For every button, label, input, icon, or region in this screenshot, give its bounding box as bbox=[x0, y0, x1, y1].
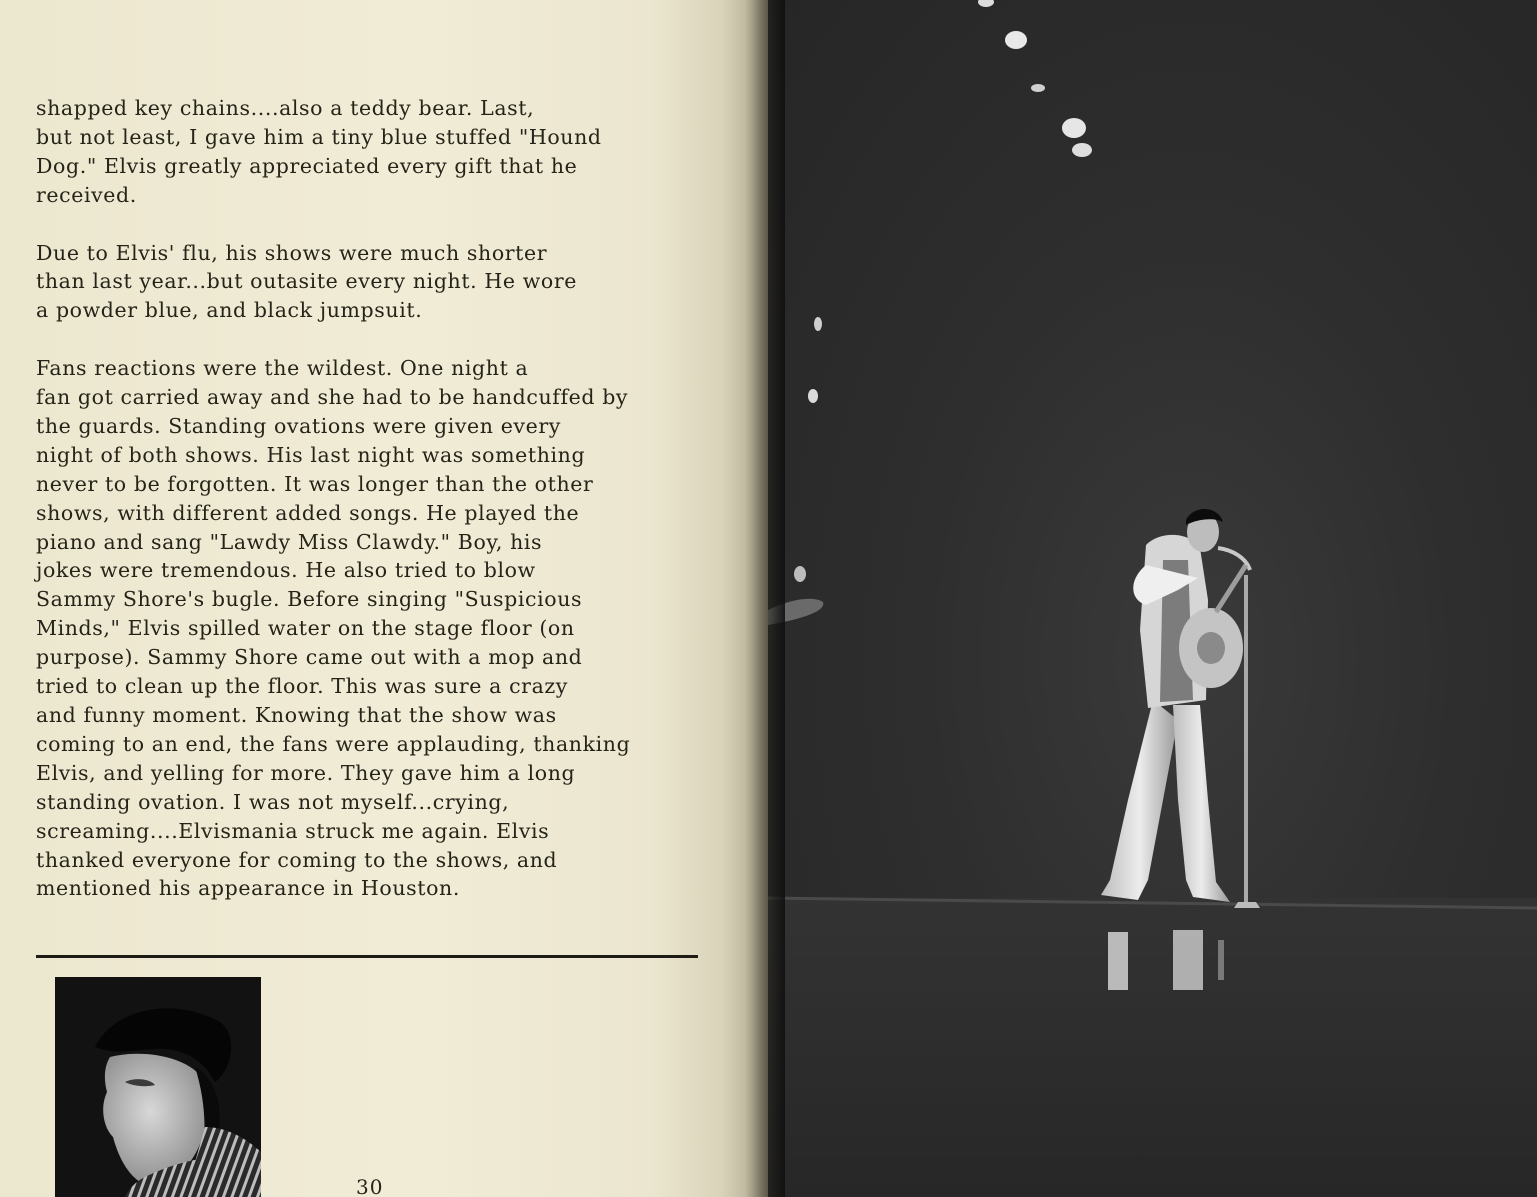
right-page-concert-photo bbox=[768, 0, 1537, 1197]
portrait-illustration bbox=[55, 977, 261, 1197]
body-text bbox=[36, 94, 716, 932]
paragraph-flu: Due to Elvis' flu, his shows were much shorter than last year...but outasite every night. He wore a powder blue, and black jumpsuit. bbox=[36, 240, 577, 323]
page-number: 30 bbox=[356, 1175, 384, 1197]
paragraph-fans: Fans reactions were the wildest. One night a fan got carried away and she had to be handcuffed by the guards. Standing ovations were given every night of both shows. His last night was something never to be forgotten. It was longer than the other shows, with different added songs. He played the piano and sang "Lawdy Miss Clawdy." Boy, his jokes were tremendous. He also tried to blow Sammy Shore's bugle. Before singing "Suspicious Minds," Elvis spilled water on the stage floor (on purpose). Sammy Shore came out with a mop and tried to clean up the floor. This was sure a crazy and funny moment. Knowing that the show was coming to an end, the fans were applauding, thanking Elvis, and yelling for more. They gave him a long standing ovation. I was not myself...crying, screaming....Elvismania struck me again. Elvis thanked everyone for coming to the shows, and mentioned his appearance in Houston. bbox=[36, 356, 631, 901]
stage-photo-illustration bbox=[768, 0, 1537, 1197]
horizontal-rule bbox=[36, 955, 698, 958]
book-gutter-shadow bbox=[745, 0, 785, 1197]
left-page bbox=[0, 0, 768, 1197]
elvis-portrait-photo bbox=[55, 977, 261, 1197]
paragraph-gifts: shapped key chains....also a teddy bear. Last, but not least, I gave him a tiny blue stuffed "Hound Dog." Elvis greatly appreciated every gift that he received. bbox=[36, 96, 602, 207]
